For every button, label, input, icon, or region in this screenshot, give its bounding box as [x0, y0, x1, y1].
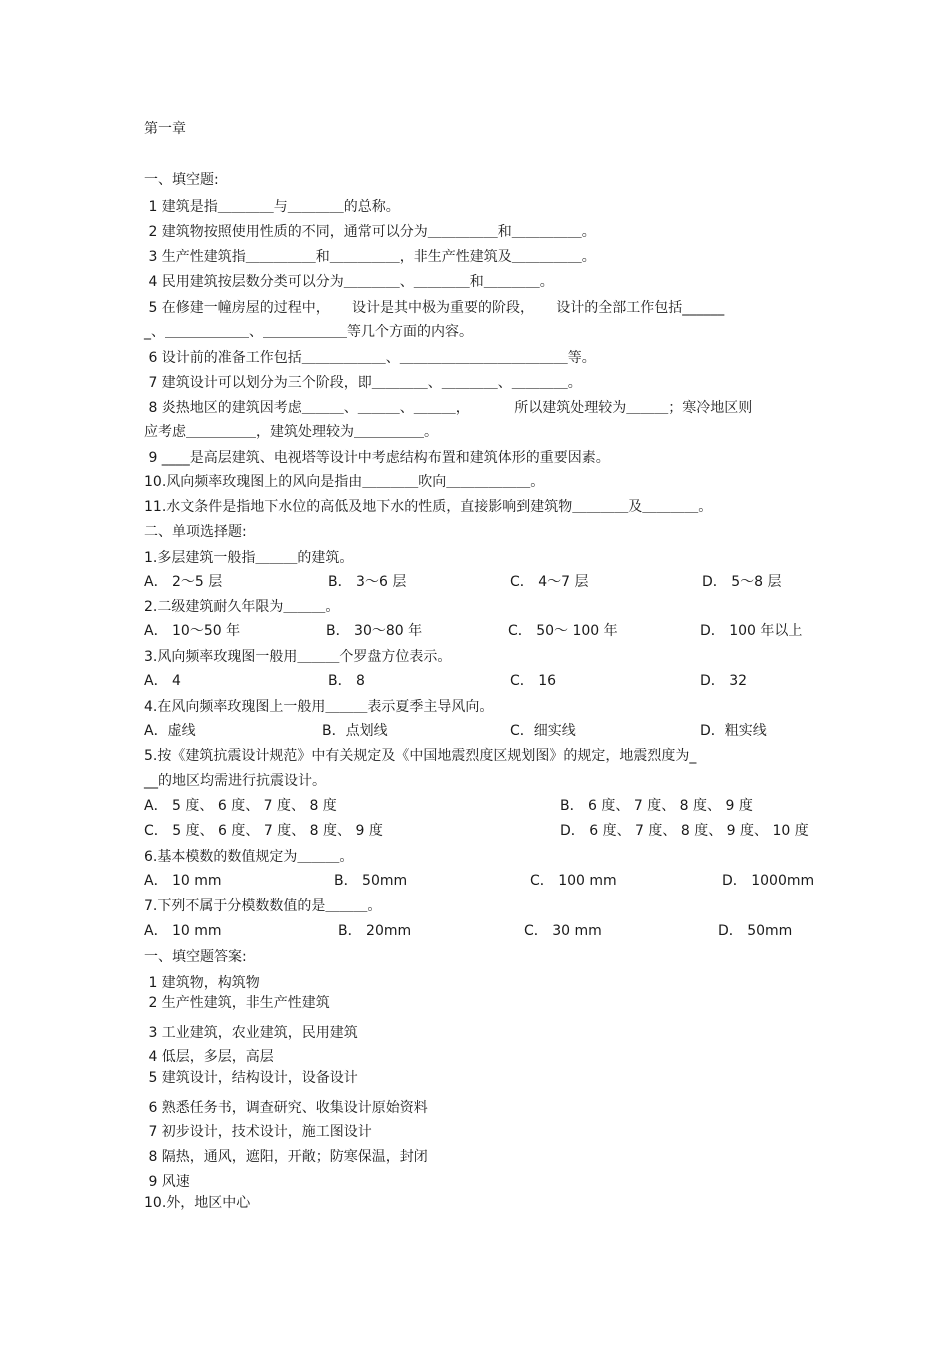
choice-question-1-stem: 1.多层建筑一般指＿＿＿的建筑。: [144, 550, 354, 566]
fill-question-3: 3 生产性建筑指＿＿＿＿＿和＿＿＿＿＿，非生产性建筑及＿＿＿＿＿。: [144, 249, 596, 265]
choice-7-option-b: B． 20mm: [338, 923, 412, 939]
choice-5-option-a: A． 5 度、 6 度、 7 度、 8 度: [144, 798, 337, 814]
answer-7: 7 初步设计，技术设计，施工图设计: [144, 1124, 372, 1140]
answer-2: 2 生产性建筑，非生产性建筑: [144, 995, 330, 1011]
choice-question-6-stem: 6.基本模数的数值规定为＿＿＿。: [144, 849, 354, 865]
choice-2-option-d: D． 100 年以上: [700, 623, 803, 639]
choice-section-title: 二、单项选择题:: [144, 524, 247, 540]
fill-question-1: 1 建筑是指＿＿＿＿与＿＿＿＿的总称。: [144, 199, 400, 215]
choice-5-option-c: C． 5 度、 6 度、 7 度、 8 度、 9 度: [144, 823, 383, 839]
fill-question-10: 10.风向频率玫瑰图上的风向是指由＿＿＿＿吹向＿＿＿＿＿＿。: [144, 474, 545, 490]
choice-3-option-b: B． 8: [328, 673, 365, 689]
choice-6-option-a: A． 10 mm: [144, 873, 222, 889]
choice-5-option-d: D． 6 度、 7 度、 8 度、 9 度、 10 度: [560, 823, 809, 839]
choice-1-option-b: B． 3～6 层: [328, 574, 407, 590]
fill-question-9: 9 ____是高层建筑、电视塔等设计中考虑结构布置和建筑体形的重要因素。: [144, 450, 610, 466]
fill-section-title: 一、填空题:: [144, 172, 219, 188]
answer-8: 8 隔热，通风，遮阳，开敞；防寒保温，封闭: [144, 1149, 428, 1165]
fill-question-2: 2 建筑物按照使用性质的不同，通常可以分为＿＿＿＿＿和＿＿＿＿＿。: [144, 224, 596, 240]
choice-4-option-a: A．虚线: [144, 723, 196, 739]
answer-3: 3 工业建筑，农业建筑，民用建筑: [144, 1025, 358, 1041]
fill-question-7: 7 建筑设计可以划分为三个阶段，即＿＿＿＿、＿＿＿＿、＿＿＿＿。: [144, 375, 582, 391]
fill-question-8-line2: 应考虑＿＿＿＿＿，建筑处理较为＿＿＿＿＿。: [144, 424, 438, 440]
answers-section-title: 一、填空题答案:: [144, 949, 247, 965]
fill-question-6: 6 设计前的准备工作包括＿＿＿＿＿＿、＿＿＿＿＿＿＿＿＿＿＿＿等。: [144, 350, 596, 366]
choice-4-option-d: D．粗实线: [700, 723, 767, 739]
choice-2-option-a: A． 10～50 年: [144, 623, 241, 639]
answer-6: 6 熟悉任务书，调查研究、收集设计原始资料: [144, 1100, 428, 1116]
choice-2-option-b: B． 30～80 年: [326, 623, 423, 639]
choice-question-5-stem-line2: __的地区均需进行抗震设计。: [144, 773, 326, 789]
answer-4: 4 低层，多层，高层: [144, 1049, 274, 1065]
answer-5: 5 建筑设计，结构设计，设备设计: [144, 1070, 358, 1086]
choice-7-option-a: A． 10 mm: [144, 923, 222, 939]
choice-1-option-c: C． 4～7 层: [510, 574, 589, 590]
choice-question-4-stem: 4.在风向频率玫瑰图上一般用＿＿＿表示夏季主导风向。: [144, 699, 494, 715]
fill-question-4: 4 民用建筑按层数分类可以分为＿＿＿＿、＿＿＿＿和＿＿＿＿。: [144, 274, 554, 290]
answer-10: 10.外，地区中心: [144, 1195, 251, 1211]
fill-question-5-line2: _、＿＿＿＿＿＿、＿＿＿＿＿＿等几个方面的内容。: [144, 324, 473, 340]
choice-1-option-a: A． 2～5 层: [144, 574, 223, 590]
choice-1-option-d: D． 5～8 层: [702, 574, 782, 590]
choice-5-option-b: B． 6 度、 7 度、 8 度、 9 度: [560, 798, 753, 814]
choice-2-option-c: C． 50～ 100 年: [508, 623, 618, 639]
choice-6-option-b: B． 50mm: [334, 873, 408, 889]
choice-6-option-c: C． 100 mm: [530, 873, 617, 889]
choice-question-5-stem-line1: 5.按《建筑抗震设计规范》中有关规定及《中国地震烈度区规划图》的规定，地震烈度为_: [144, 748, 697, 764]
choice-question-2-stem: 2.二级建筑耐久年限为＿＿＿。: [144, 599, 340, 615]
answer-1: 1 建筑物，构筑物: [144, 975, 260, 991]
choice-question-3-stem: 3.风向频率玫瑰图一般用＿＿＿个罗盘方位表示。: [144, 649, 452, 665]
fill-question-5-line1: 5 在修建一幢房屋的过程中， 设计是其中极为重要的阶段， 设计的全部工作包括______: [144, 300, 725, 316]
choice-4-option-b: B．点划线: [322, 723, 388, 739]
choice-6-option-d: D． 1000mm: [722, 873, 815, 889]
choice-3-option-d: D． 32: [700, 673, 748, 689]
choice-4-option-c: C．细实线: [510, 723, 576, 739]
choice-7-option-c: C． 30 mm: [524, 923, 602, 939]
fill-question-11: 11.水文条件是指地下水位的高低及地下水的性质，直接影响到建筑物＿＿＿＿及＿＿＿＿。: [144, 499, 713, 515]
chapter-heading: 第一章: [144, 121, 186, 137]
choice-7-option-d: D． 50mm: [718, 923, 793, 939]
choice-3-option-c: C． 16: [510, 673, 557, 689]
answer-9: 9 风速: [144, 1174, 190, 1190]
fill-question-8-line1: 8 炎热地区的建筑因考虑＿＿＿、＿＿＿、＿＿＿， 所以建筑处理较为＿＿＿；寒冷地区则: [144, 400, 753, 416]
choice-question-7-stem: 7.下列不属于分模数数值的是＿＿＿。: [144, 898, 382, 914]
choice-3-option-a: A． 4: [144, 673, 181, 689]
